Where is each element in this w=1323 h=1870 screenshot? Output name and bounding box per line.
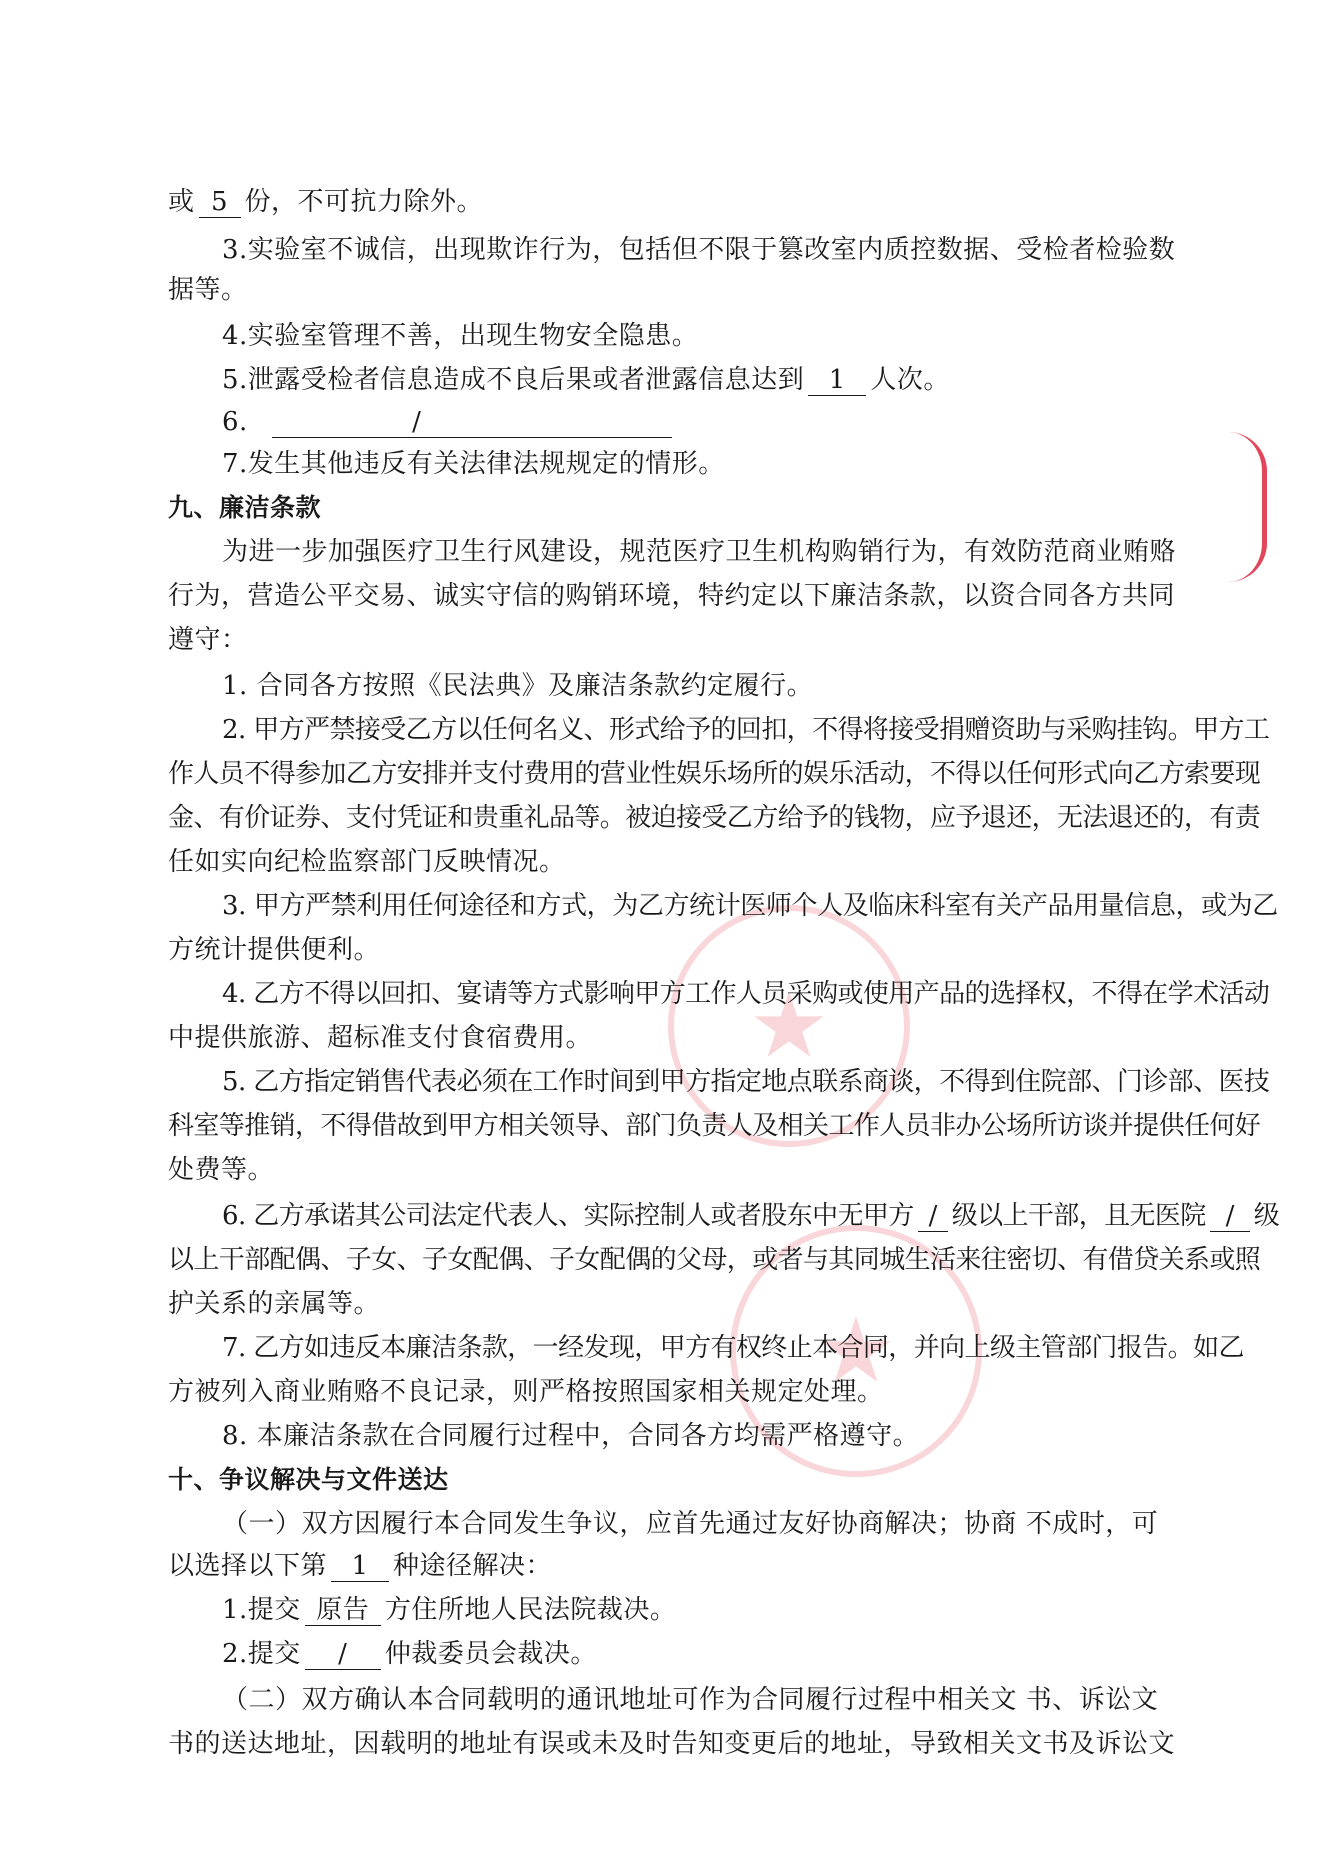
text-line: （二）双方确认本合同载明的通讯地址可作为合同履行过程中相关文 书、诉讼文	[222, 1685, 1159, 1715]
text-line: 方统计提供便利。	[168, 935, 381, 965]
filled-blank: /	[272, 407, 672, 438]
text-line: 4. 乙方不得以回扣、宴请等方式影响甲方工作人员采购或使用产品的选择权，不得在学术活动	[222, 979, 1270, 1009]
text-line: 6. 乙方承诺其公司法定代表人、实际控制人或者股东中无甲方 / 级以上干部，且无医院 / 级	[222, 1201, 1280, 1231]
text-line: 3.实验室不诚信，出现欺诈行为，包括但不限于篡改室内质控数据、受检者检验数	[222, 235, 1176, 265]
text-line: 方被列入商业贿赂不良记录，则严格按照国家相关规定处理。	[168, 1377, 884, 1407]
text-line: 以选择以下第 1 种途径解决：	[168, 1551, 553, 1581]
text-line: 任如实向纪检监察部门反映情况。	[168, 847, 566, 877]
text-line: 2. 甲方严禁接受乙方以任何名义、形式给予的回扣，不得将接受捐赠资助与采购挂钩。甲方工	[222, 715, 1270, 745]
edge-seal-mark	[1228, 432, 1267, 582]
text-line: 7. 乙方如违反本廉洁条款，一经发现，甲方有权终止本合同，并向上级主管部门报告。如乙	[222, 1333, 1244, 1363]
filled-blank: 原告	[305, 1595, 381, 1626]
filled-blank: 1	[331, 1551, 389, 1582]
text-line: 1. 合同各方按照《民法典》及廉洁条款约定履行。	[222, 671, 814, 701]
section-heading: 十、争议解决与文件送达	[168, 1465, 449, 1494]
seal-star-icon: ★	[815, 1298, 897, 1404]
text-line: 中提供旅游、超标准支付食宿费用。	[168, 1023, 593, 1053]
text-line: 护关系的亲属等。	[168, 1289, 381, 1319]
text-line: 科室等推销，不得借故到甲方相关领导、部门负责人及相关工作人员非办公场所访谈并提供任何好	[168, 1111, 1261, 1141]
text-line: 为进一步加强医疗卫生行风建设，规范医疗卫生机构购销行为，有效防范商业贿赂	[222, 537, 1177, 567]
text-line: 6. /	[222, 404, 1232, 440]
filled-blank: 1	[808, 365, 866, 396]
text-line: 书的送达地址，因载明的地址有误或未及时告知变更后的地址，导致相关文书及诉讼文	[168, 1729, 1176, 1759]
text-line: 5. 乙方指定销售代表必须在工作时间到甲方指定地点联系商谈，不得到住院部、门诊部、医技	[222, 1067, 1270, 1097]
text-line: 据等。	[168, 275, 248, 305]
filled-blank: /	[1210, 1201, 1250, 1232]
text-line: 4.实验室管理不善，出现生物安全隐患。	[222, 321, 699, 351]
text-line: 8. 本廉洁条款在合同履行过程中，合同各方均需严格遵守。	[222, 1421, 920, 1451]
text-line: 7.发生其他违反有关法律法规规定的情形。	[222, 449, 725, 479]
text-line: 金、有价证券、支付凭证和贵重礼品等。被迫接受乙方给予的钱物，应予退还，无法退还的，有责	[168, 803, 1261, 833]
text-line: （一）双方因履行本合同发生争议，应首先通过友好协商解决；协商 不成时，可	[222, 1509, 1159, 1539]
text-line: 5.泄露受检者信息造成不良后果或者泄露信息达到 1 人次。	[222, 365, 950, 395]
filled-blank: /	[305, 1639, 381, 1670]
section-heading: 九、廉洁条款	[168, 493, 322, 522]
text-line: 行为，营造公平交易、诚实守信的购销环境，特约定以下廉洁条款，以资合同各方共同	[168, 581, 1176, 611]
text-line: 3. 甲方严禁利用任何途径和方式，为乙方统计医师个人及临床科室有关产品用量信息，或为乙	[222, 891, 1278, 921]
text-line: 以上干部配偶、子女、子女配偶、子女配偶的父母，或者与其同城生活来往密切、有借贷关系或照	[168, 1245, 1261, 1275]
filled-blank: 5	[199, 187, 241, 218]
text-line: 2.提交 / 仲裁委员会裁决。	[222, 1639, 597, 1669]
text-line: 1.提交 原告 方住所地人民法院裁决。	[222, 1595, 677, 1625]
text-line: 遵守：	[168, 625, 248, 655]
filled-blank: /	[918, 1201, 948, 1232]
text-line: 作人员不得参加乙方安排并支付费用的营业性娱乐场所的娱乐活动，不得以任何形式向乙方索要现	[168, 759, 1261, 789]
text-line: 或 5 份，不可抗力除外。	[168, 187, 484, 217]
seal-star-icon: ★	[748, 973, 830, 1079]
text-line: 处费等。	[168, 1155, 275, 1185]
